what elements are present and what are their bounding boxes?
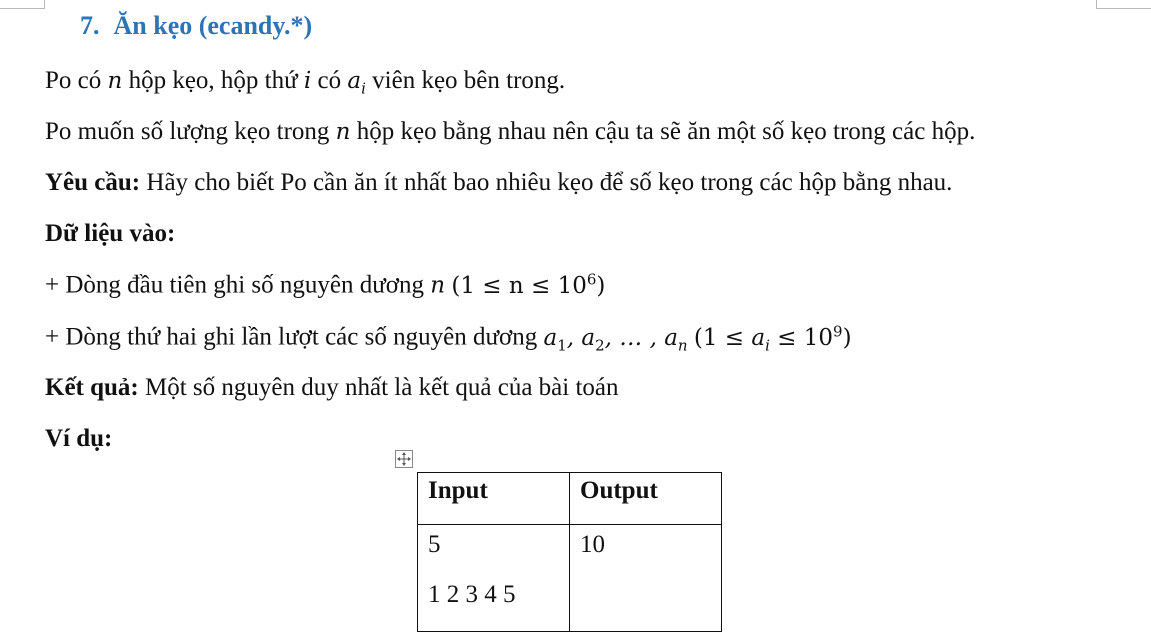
page-corner-mark-left bbox=[0, 0, 45, 9]
heading-number: 7. bbox=[80, 11, 100, 40]
math-var-a: a bbox=[581, 324, 596, 351]
text-segment: có bbox=[311, 67, 348, 94]
math-constraint-n: $(1 \le n \le 10^6)$ bbox=[451, 270, 606, 299]
page-corner-mark-right bbox=[1096, 0, 1151, 9]
text-segment: Po có bbox=[45, 67, 108, 94]
math-var-i: i bbox=[303, 68, 312, 94]
math-constraint-text: (1 ≤ n ≤ 10 bbox=[451, 272, 587, 299]
math-var-a: a bbox=[751, 324, 766, 351]
math-constraint-text: (1 ≤ bbox=[693, 324, 752, 351]
input-section-label: Dữ liệu vào: bbox=[45, 220, 176, 247]
table-cell-input bbox=[418, 525, 570, 632]
statement-line-2 bbox=[45, 117, 975, 147]
example-label-line bbox=[45, 424, 112, 454]
math-sub-n: n bbox=[677, 336, 688, 355]
table-header-row bbox=[418, 473, 722, 525]
text-segment: viên kẹo bên trong. bbox=[365, 67, 566, 94]
requirement-text: Hãy cho biết Po cần ăn ít nhất bao nhiêu kẹo để số kẹo trong các hộp bằng nhau. bbox=[140, 169, 953, 196]
math-var-a: a bbox=[347, 68, 362, 94]
text-segment: Po muốn số lượng kẹo trong bbox=[45, 118, 336, 145]
statement-line-1 bbox=[45, 66, 565, 98]
math-sub-i: i bbox=[765, 336, 770, 355]
input-label-line bbox=[45, 219, 175, 249]
table-header-input: Input bbox=[418, 473, 570, 525]
math-sub-i: i bbox=[361, 79, 366, 98]
text-segment: hộp kẹo, hộp thứ bbox=[122, 67, 304, 94]
text-segment: hộp kẹo bằng nhau nên cậu ta sẽ ăn một số kẹo trong các hộp. bbox=[350, 118, 976, 145]
input-line: 5 bbox=[428, 531, 441, 558]
requirement-line bbox=[45, 168, 952, 198]
math-var-n: n bbox=[430, 272, 446, 299]
input-line-2 bbox=[45, 322, 852, 354]
math-sub-1: 1 bbox=[557, 336, 567, 355]
text-segment: + Dòng thứ hai ghi lần lượt các số nguyên dương bbox=[45, 323, 544, 351]
table-cell-output bbox=[570, 525, 722, 632]
result-label: Kết quả: bbox=[45, 374, 139, 401]
math-a-i bbox=[347, 68, 366, 98]
math-var-n: n bbox=[107, 68, 123, 94]
math-sequence: $a_1$, $a_2$, … , $a_n$ bbox=[543, 324, 688, 355]
requirement-label: Yêu cầu: bbox=[45, 169, 141, 196]
result-text: Một số nguyên duy nhất là kết quả của bài toán bbox=[138, 374, 619, 401]
problem-heading bbox=[80, 11, 312, 41]
math-var-a: a bbox=[543, 324, 558, 351]
math-exponent: 6 bbox=[586, 270, 597, 288]
table-row bbox=[418, 525, 722, 632]
move-arrows-icon[interactable] bbox=[395, 450, 413, 468]
input-line: 1 2 3 4 5 bbox=[428, 581, 516, 608]
input-line-1 bbox=[45, 270, 605, 301]
text-segment: + Dòng đầu tiên ghi số nguyên dương bbox=[45, 271, 431, 299]
heading-title: Ăn kẹo (ecandy.*) bbox=[113, 11, 313, 40]
math-var-n: n bbox=[335, 119, 351, 145]
example-label: Ví dụ: bbox=[45, 425, 113, 452]
math-constraint-a: $(1 \le a_i \le 10^9)$ bbox=[693, 322, 852, 355]
example-table bbox=[417, 472, 722, 632]
math-exponent: 9 bbox=[833, 322, 843, 340]
table-header-output: Output bbox=[570, 473, 722, 525]
math-sub-2: 2 bbox=[595, 336, 605, 355]
math-var-a: a bbox=[664, 324, 678, 351]
output-line: 10 bbox=[580, 531, 605, 558]
math-constraint-text: ≤ 10 bbox=[769, 324, 834, 351]
result-line bbox=[45, 373, 619, 403]
